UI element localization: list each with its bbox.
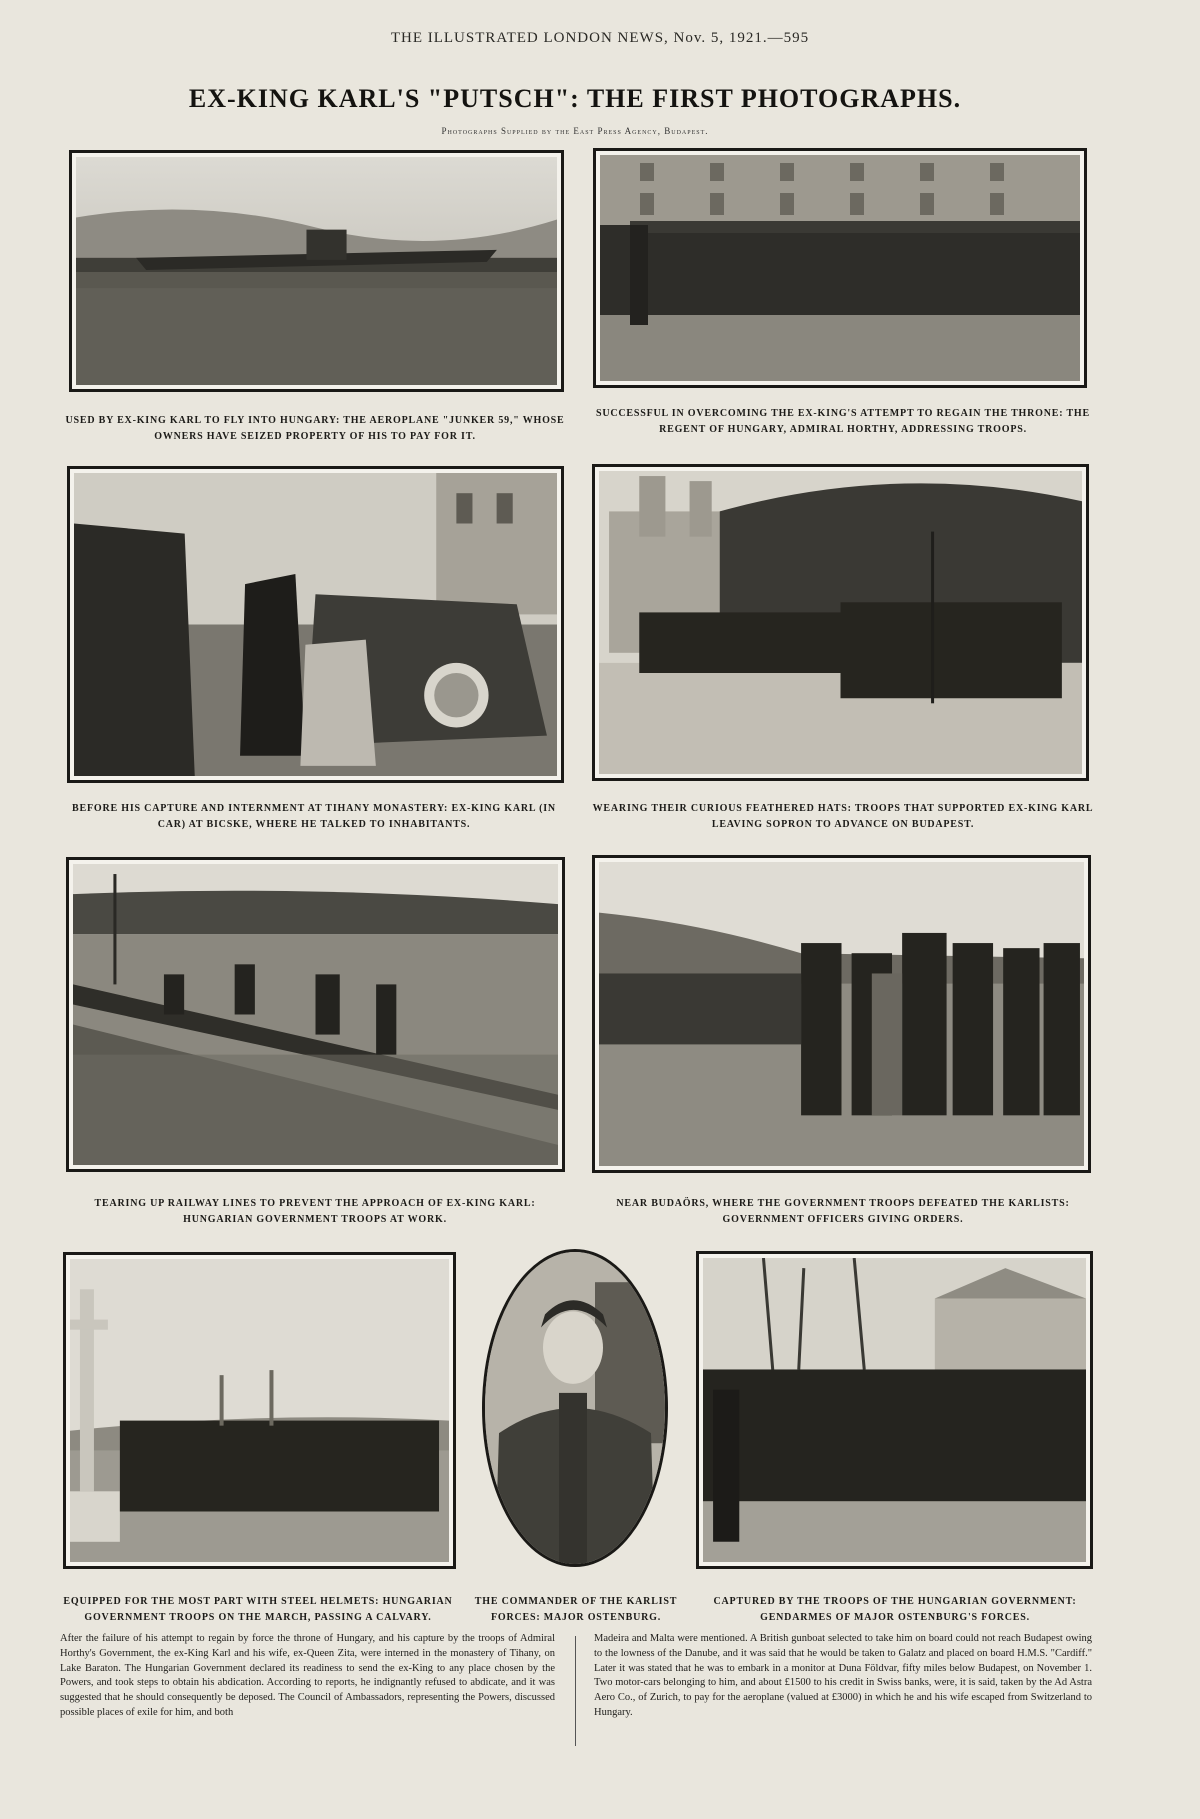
caption-bicske: BEFORE HIS CAPTURE AND INTERNMENT AT TIHANY MONASTERY: EX-KING KARL (IN CAR) AT BICSKE, WHERE HE TALKED TO INHABITANTS.: [72, 803, 556, 830]
photo-bicske: [67, 466, 564, 783]
commander-portrait: [485, 1252, 665, 1564]
caption-railway: TEARING UP RAILWAY LINES TO PREVENT THE APPROACH OF EX-KING KARL: HUNGARIAN GOVERNMENT TROOPS AT WORK.: [94, 1198, 536, 1225]
aeroplane-image: [76, 157, 557, 385]
helmets-image: [70, 1259, 449, 1562]
caption-budaors: NEAR BUDAÖRS, WHERE THE GOVERNMENT TROOPS DEFEATED THE KARLISTS: GOVERNMENT OFFICERS GIVING ORDERS.: [616, 1198, 1070, 1225]
photo-helmets: [63, 1252, 456, 1569]
bicske-image: [74, 473, 557, 776]
railway-image: [73, 864, 558, 1165]
caption-sopron: WEARING THEIR CURIOUS FEATHERED HATS: TROOPS THAT SUPPORTED EX-KING KARL LEAVING SOPRON TO ADVANCE ON BUDAPEST.: [592, 803, 1094, 830]
caption-helmets: EQUIPPED FOR THE MOST PART WITH STEEL HELMETS: HUNGARIAN GOVERNMENT TROOPS ON THE MARCH, PASSING A CALVARY.: [63, 1596, 453, 1623]
photo-credit: Photographs Supplied by the East Press Agency, Budapest.: [441, 126, 709, 136]
sopron-image: [599, 471, 1082, 774]
photo-commander: [482, 1249, 668, 1567]
gendarmes-image: [703, 1258, 1086, 1562]
budaors-image: [599, 862, 1084, 1166]
photo-railway: [66, 857, 565, 1172]
caption-horthy: SUCCESSFUL IN OVERCOMING THE EX-KING'S ATTEMPT TO REGAIN THE THRONE: THE REGENT OF HUNGARY, ADMIRAL HORTHY, ADDRESSING TROOPS.: [595, 408, 1090, 435]
caption-commander: THE COMMANDER OF THE KARLIST FORCES: MAJOR OSTENBURG.: [474, 1596, 678, 1623]
article-text-left: After the failure of his attempt to regain by force the throne of Hungary, and his capture by the troops of Admiral Horthy's Government, the ex-King Karl and his wife, ex-Queen Zita, were interned in the monastery of Tihany, on Lake Baraton. The Hungarian Government declared its readiness to send the ex-King to any place chosen by the Powers, and took steps to obtain his abdication. According to reports, he indignantly refused to abdicate, and it was suggested that he should consequently be deposed. The Council of Ambassadors, representing the Powers, discussed possible places of exile for him, and both: [60, 1633, 555, 1718]
photo-horthy: [593, 148, 1087, 388]
photo-aeroplane: [69, 150, 564, 392]
column-divider: [575, 1636, 576, 1746]
caption-gendarmes: CAPTURED BY THE TROOPS OF THE HUNGARIAN GOVERNMENT: GENDARMES OF MAJOR OSTENBURG'S FORCES.: [713, 1596, 1077, 1623]
caption-aeroplane: USED BY EX-KING KARL TO FLY INTO HUNGARY: THE AEROPLANE "JUNKER 59," WHOSE OWNERS HAVE SEIZED PROPERTY OF HIS TO PAY FOR IT.: [65, 415, 565, 442]
article-text-right: Madeira and Malta were mentioned. A British gunboat selected to take him on board could not reach Budapest owing to the lowness of the Danube, and it was said that he would be taken to Galatz and placed on board H.M.S. "Cardiff." Later it was stated that he was to embark in a monitor at Duna Földvar, fifty miles below Budapest, on November 1. Two motor-cars belonging to him, and about £1500 to his credit in Swiss banks, were, it is said, taken by the Ad Astra Aero Co., of Zurich, to pay for the aeroplane (valued at £3000) in which he and his wife escaped from Switzerland to Hungary.: [594, 1633, 1092, 1718]
headline: EX-KING KARL'S "PUTSCH": THE FIRST PHOTOGRAPHS.: [188, 84, 962, 113]
masthead: THE ILLUSTRATED LONDON NEWS, Nov. 5, 1921.—595: [390, 30, 810, 46]
photo-sopron: [592, 464, 1089, 781]
photo-budaors: [592, 855, 1091, 1173]
horthy-image: [600, 155, 1080, 381]
photo-gendarmes: [696, 1251, 1093, 1569]
